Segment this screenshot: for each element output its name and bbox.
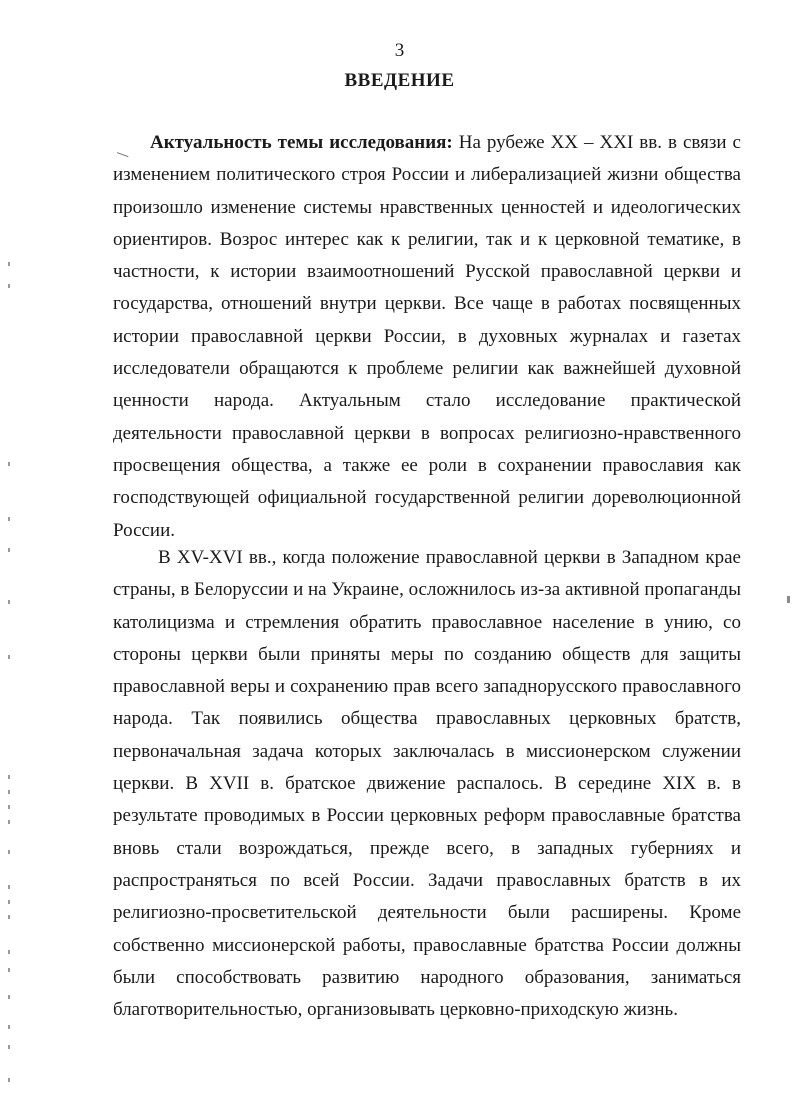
paragraph-relevance — [113, 127, 741, 547]
scan-speck — [8, 915, 10, 919]
scan-speck — [8, 850, 10, 854]
paragraph — [113, 542, 741, 1026]
page-number: 3 — [394, 40, 405, 61]
scan-speck — [8, 517, 10, 521]
scan-speck — [8, 968, 10, 972]
scan-speck — [8, 805, 10, 809]
scan-speck — [8, 548, 10, 552]
scan-speck — [8, 1045, 10, 1049]
paragraph-body: В XV-XVI вв., когда положение православной церкви в Западном крае страны, в Белоруссии и на Украине, осложнилось из-за активной пропаганды католицизма и стремления обратить православное население в унию, со стороны церкви были приняты меры по созданию обществ для защиты православной веры и сохранению прав всего западнорусского православного народа. Так появились общества православных церковных братств, первоначальная задача которых заключалась в миссионерском служении церкви. В XVII в. братское движение распалось. В середине XIX в. в результате проводимых в России церковных реформ православные братства вновь стали возрождаться, прежде всего, в западных губерниях и распространяться по всей России. Задачи православных братств в их религиозно-просветительской деятельности были расширены. Кроме собственно миссионерской работы, православные братства России должны были способствовать развитию народного образования, заниматься благотворительностью, организовывать церковно-приходскую жизнь. — [113, 547, 741, 1021]
section-heading: ВВЕДЕНИЕ — [344, 70, 455, 91]
scan-speck — [8, 600, 10, 604]
scan-speck — [8, 655, 10, 659]
scan-speck — [8, 995, 10, 999]
scan-speck — [8, 885, 10, 889]
scan-speck — [8, 1025, 10, 1029]
scan-speck — [8, 775, 10, 779]
scan-speck — [8, 900, 10, 904]
paragraph — [113, 127, 741, 547]
scan-speck — [8, 284, 10, 288]
scan-speck — [8, 462, 10, 466]
scan-speck — [787, 596, 790, 603]
scan-speck — [8, 1078, 10, 1082]
paragraph-lead: Актуальность темы исследования: — [150, 132, 453, 153]
paragraph-history — [113, 542, 741, 1026]
paragraph-body: На рубеже XX – XXI вв. в связи с изменением политического строя России и либерализацией жизни общества произошло изменение системы нравственных ценностей и идеологических ориентиров. Возрос интерес как к религии, так и к церковной тематике, в частности, к истории взаимоотношений Русской православной церкви и государства, отношений внутри церкви. Все чаще в работах посвященных истории православной церкви России, в духовных журналах и газетах исследователи обращаются к проблеме религии как важнейшей духовной ценности народа. Актуальным стало исследование практической деятельности православной церкви в вопросах религиозно-нравственного просвещения общества, а также ее роли в сохранении православия как господствующей официальной государственной религии дореволюционной России. — [113, 132, 741, 541]
scan-speck — [8, 950, 10, 954]
scan-speck — [8, 262, 10, 266]
scan-speck — [8, 820, 10, 824]
scan-speck — [8, 790, 10, 794]
